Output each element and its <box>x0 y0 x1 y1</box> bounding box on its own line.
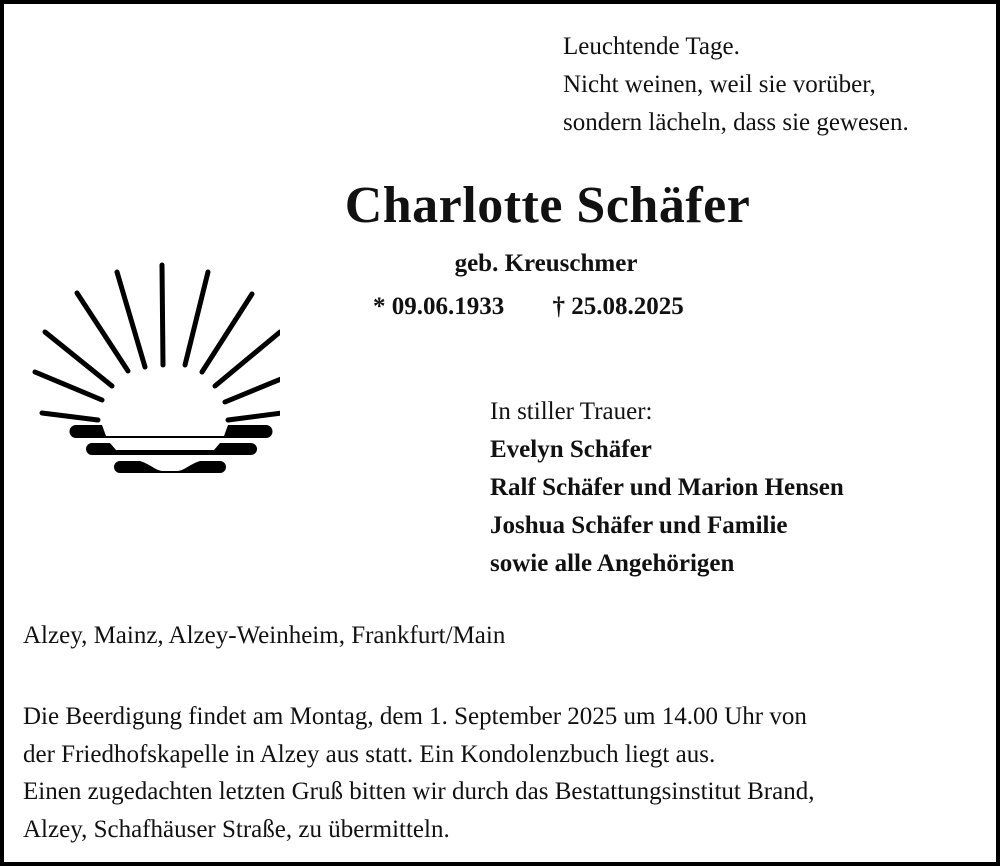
mourners-list <box>490 393 844 583</box>
funeral-info <box>23 698 814 848</box>
info-line: der Friedhofskapelle in Alzey aus statt. Ein Kondolenzbuch liegt aus. <box>23 740 716 768</box>
mourner-name: Joshua Schäfer und Familie <box>490 512 788 539</box>
quote-line: Nicht weinen, weil sie vorüber, <box>563 71 876 98</box>
death-date: † 25.08.2025 <box>552 293 684 320</box>
quote-line: sondern lächeln, dass sie gewesen. <box>563 109 909 136</box>
info-line: Einen zugedachten letzten Gruß bitten wir durch das Bestattungsinstitut Brand, <box>23 778 815 805</box>
mourner-name: sowie alle Angehörigen <box>490 550 735 577</box>
places: Alzey, Mainz, Alzey-Weinheim, Frankfurt/Main <box>23 622 506 649</box>
mourners-intro: In stiller Trauer: <box>490 398 653 425</box>
birth-date: * 09.06.1933 <box>373 293 505 320</box>
quote-line: Leuchtende Tage. <box>563 33 740 60</box>
rising-sun-icon <box>30 250 280 475</box>
memorial-quote <box>563 28 909 142</box>
info-line: Die Beerdigung findet am Montag, dem 1. September 2025 um 14.00 Uhr von <box>23 703 807 730</box>
deceased-name: Charlotte Schäfer <box>344 177 751 234</box>
mourner-name: Ralf Schäfer und Marion Hensen <box>490 474 844 501</box>
maiden-name: geb. Kreuschmer <box>454 250 638 277</box>
mourner-name: Evelyn Schäfer <box>490 436 652 463</box>
life-dates <box>373 293 684 321</box>
info-line: Alzey, Schafhäuser Straße, zu übermitteln. <box>23 815 450 843</box>
